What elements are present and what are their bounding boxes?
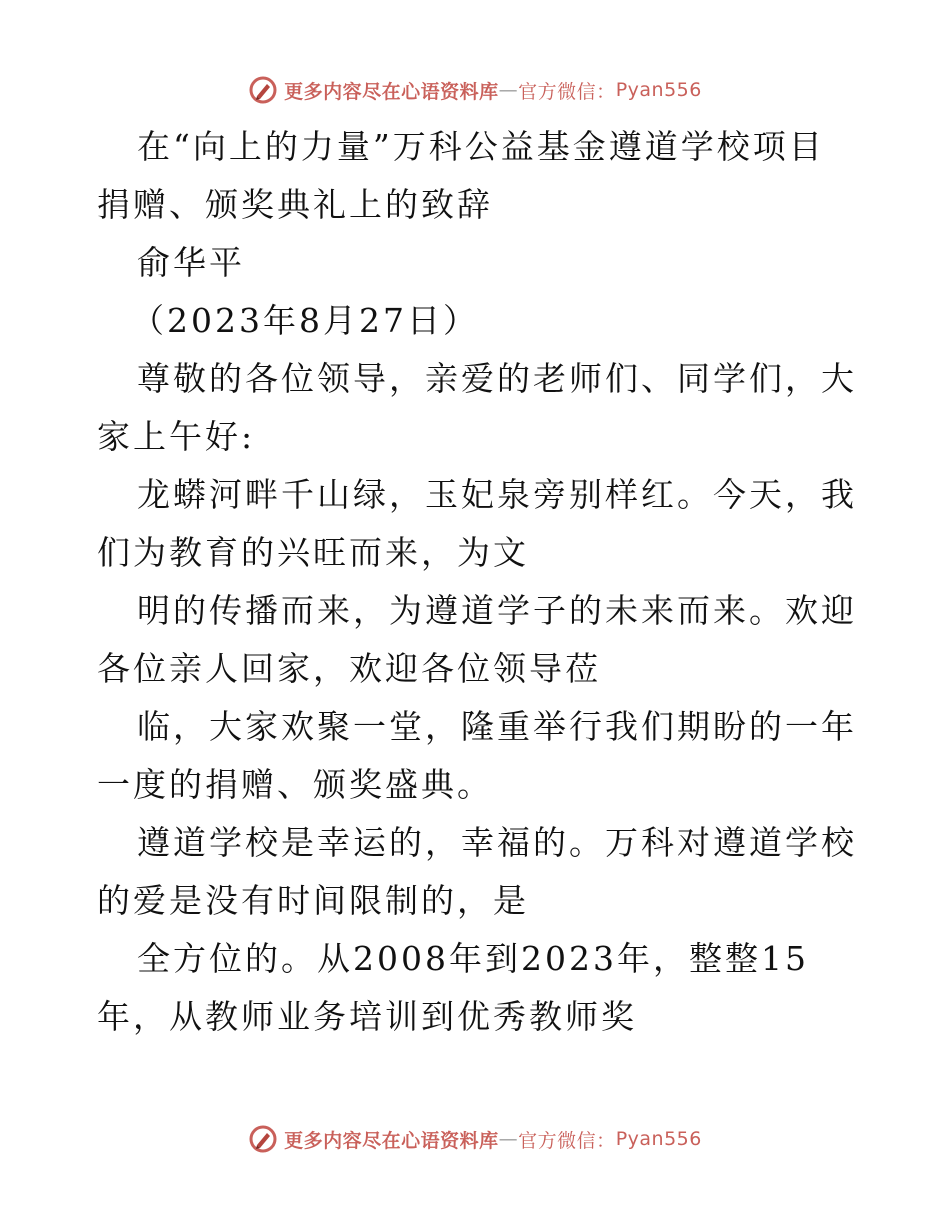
watermark-dash: —	[498, 1128, 519, 1150]
body-paragraph: 明的传播而来，为遵道学子的未来而来。欢迎各位亲人回家，欢迎各位领导莅	[97, 591, 857, 688]
speech-date: （2023年8月27日）	[131, 301, 479, 340]
header-watermark	[0, 70, 950, 110]
footer-watermark	[0, 1119, 950, 1159]
body-paragraph: 临，大家欢聚一堂，隆重举行我们期盼的一年一度的捐赠、颁奖盛典。	[97, 707, 857, 804]
body-paragraph: 全方位的。从2008年到2023年，整整15年，从教师业务培训到优秀教师奖	[97, 939, 809, 1036]
watermark-site-text: 更多内容尽在心语资料库	[284, 1129, 499, 1152]
watermark-wechat-id: Pyan556	[615, 79, 702, 101]
pen-circle-logo-icon	[248, 75, 278, 105]
speech-title: 在“向上的力量”万科公益基金遵道学校项目捐赠、颁奖典礼上的致辞	[97, 127, 825, 224]
watermark-wechat-label: 官方微信：	[518, 1129, 616, 1152]
body-paragraph: 遵道学校是幸运的，幸福的。万科对遵道学校的爱是没有时间限制的，是	[97, 823, 857, 920]
watermark-site-text: 更多内容尽在心语资料库	[284, 80, 499, 103]
document-body	[97, 118, 857, 1046]
pen-circle-logo-icon	[248, 1124, 278, 1154]
watermark-dash: —	[498, 79, 519, 101]
salutation-paragraph: 尊敬的各位领导，亲爱的老师们、同学们，大家上午好:	[97, 359, 857, 456]
speaker-name: 俞华平	[137, 243, 245, 282]
body-paragraph: 龙蟒河畔千山绿，玉妃泉旁别样红。今天，我们为教育的兴旺而来，为文	[97, 475, 857, 572]
watermark-wechat-id: Pyan556	[615, 1128, 702, 1150]
watermark-wechat-label: 官方微信：	[518, 80, 616, 103]
